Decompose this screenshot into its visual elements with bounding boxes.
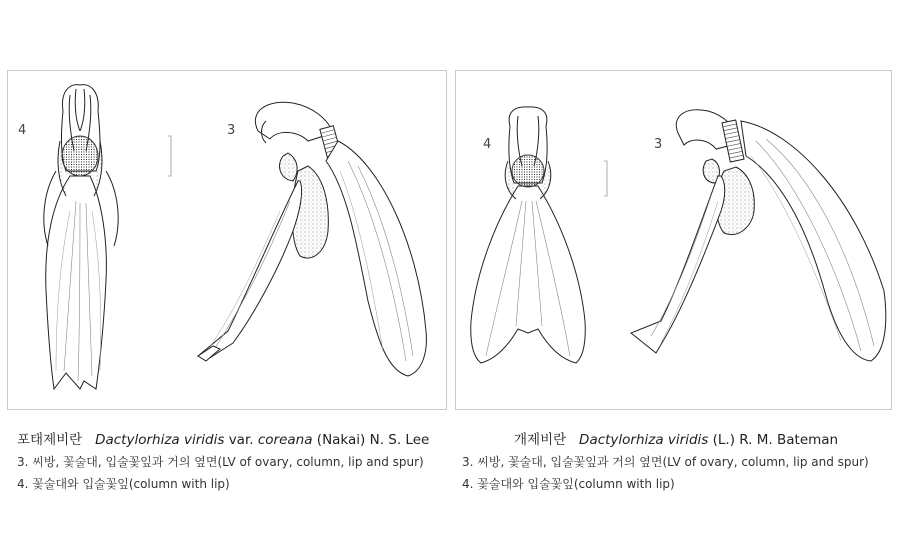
illustration-panel-right: [455, 70, 892, 410]
scale-bar-left: [168, 136, 171, 176]
figure-3-side-view-right: [631, 110, 886, 361]
scientific-name: Dactylorhiza viridis: [579, 432, 709, 448]
variety-name: coreana: [257, 432, 313, 448]
rank-abbrev: var.: [228, 432, 254, 448]
illustration-panel-left: [7, 70, 447, 410]
caption-right: [462, 428, 869, 492]
species-title-left: [17, 428, 429, 448]
botanical-drawing-right: [456, 71, 893, 411]
scientific-name: Dactylorhiza viridis: [95, 432, 225, 448]
scale-bar-right: [604, 161, 607, 196]
botanical-drawing-left: [8, 71, 448, 411]
caption-line-4: 4. 꽃술대와 입술꽃잎(column with lip): [462, 477, 675, 491]
species-title-right: [462, 428, 869, 448]
figure-label-4: 4: [18, 123, 27, 138]
figure-label-3: 3: [654, 137, 663, 152]
author-citation: (Nakai) N. S. Lee: [316, 432, 430, 448]
caption-line-4: 4. 꽃술대와 입술꽃잎(column with lip): [17, 477, 230, 491]
korean-name: 개제비란: [514, 432, 567, 448]
author-citation: (L.) R. M. Bateman: [712, 432, 839, 448]
figure-label-4: 4: [483, 137, 492, 152]
caption-line-3: 3. 씨방, 꽃술대, 입술꽃잎과 거의 옆면(LV of ovary, column, lip and spur): [462, 455, 869, 469]
figure-4-column-with-lip-left: [44, 85, 118, 389]
figure-3-side-view-left: [198, 102, 426, 376]
figure-label-3: 3: [227, 123, 236, 138]
caption-line-3: 3. 씨방, 꽃술대, 입술꽃잎과 거의 옆면(LV of ovary, column, lip and spur): [17, 455, 424, 469]
korean-name: 포태제비란: [17, 432, 83, 448]
caption-left: [17, 428, 429, 492]
